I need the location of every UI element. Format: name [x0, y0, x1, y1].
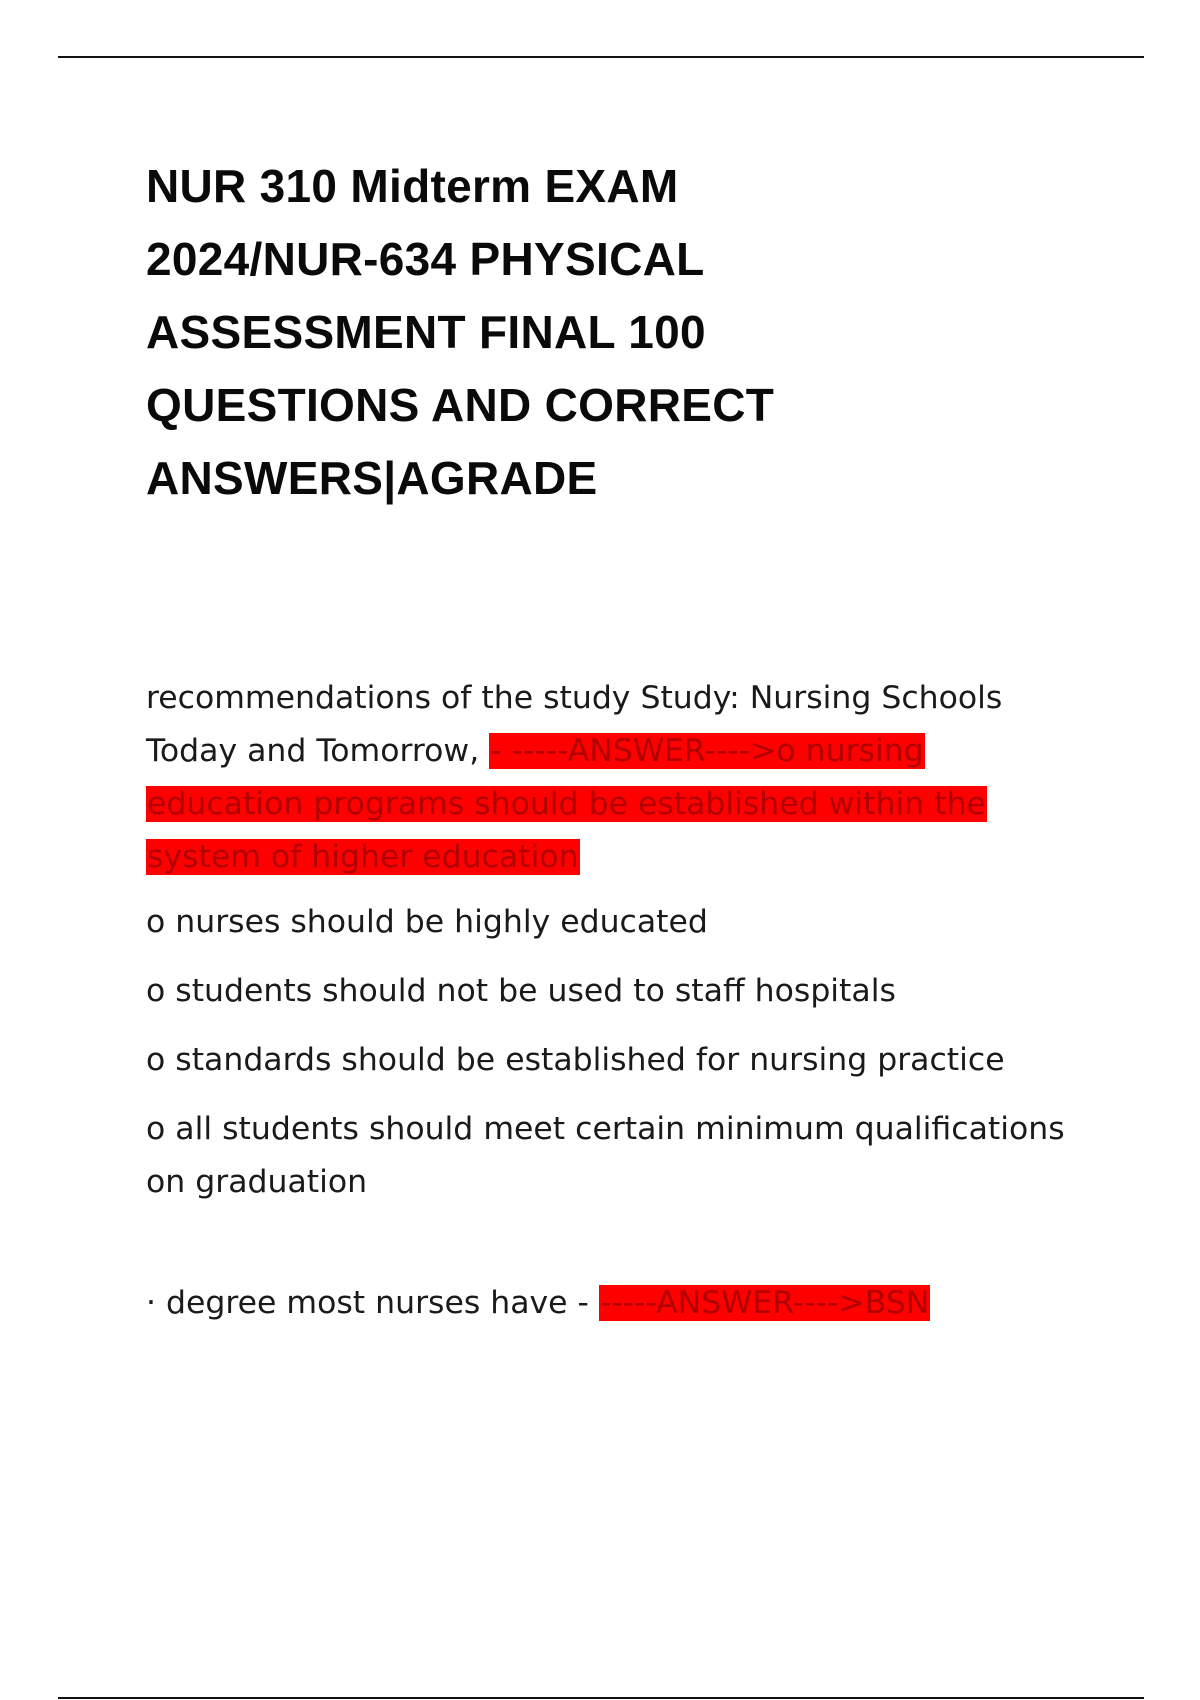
question-block-1 [146, 672, 1066, 1209]
title-line: NUR 310 Midterm EXAM [146, 160, 679, 212]
list-item: o standards should be established for nursing practice [146, 1042, 1005, 1078]
question-1 [146, 672, 1066, 884]
title-line: ASSESSMENT FINAL 100 [146, 306, 706, 358]
answer-2-highlight: -----ANSWER---->BSN [599, 1285, 930, 1321]
title-line: QUESTIONS AND CORRECT [146, 379, 775, 431]
question-1-text: recommendations of the study Study: Nursing Schools Today and Tomorrow, [146, 680, 1003, 769]
list-item: o students should not be used to staff hospitals [146, 973, 896, 1009]
question-2-text: · degree most nurses have - [146, 1285, 599, 1321]
title-line: ANSWERS|AGRADE [146, 452, 598, 504]
question-block-2 [146, 1277, 1066, 1330]
document-title [146, 150, 1066, 515]
document-page [146, 150, 1066, 1330]
list-item: o all students should meet certain minimum qualifications on graduation [146, 1111, 1065, 1200]
top-rule [58, 56, 1144, 58]
question-2 [146, 1277, 1066, 1330]
bottom-rule [58, 1697, 1144, 1699]
list-item: o nurses should be highly educated [146, 904, 708, 940]
title-line: 2024/NUR-634 PHYSICAL [146, 233, 705, 285]
answer-1-highlight: - -----ANSWER---->o nursing education programs should be established within the system of higher education [147, 733, 986, 875]
